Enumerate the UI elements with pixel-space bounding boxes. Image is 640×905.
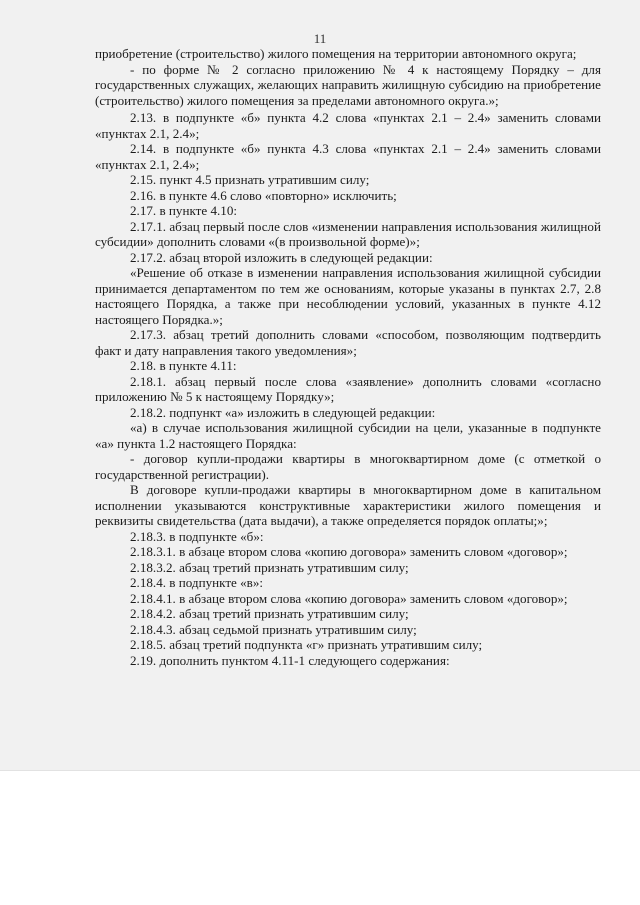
paragraph: 2.18.5. абзац третий подпункта «г» признать утратившим силу; — [130, 637, 483, 652]
paragraph: 2.17. в пункте 4.10: — [130, 203, 238, 218]
paragraph: В договоре купли-продажи квартиры в многоквартирном доме в капитальном исполнении указываются конструктивные характеристики жилого помещения и реквизиты свидетельства (дата выдачи), а также определяется порядок оплаты;»; — [95, 482, 601, 528]
paragraph: - по форме № 2 согласно приложению № 4 к настоящему Порядку – для государственных служащих, желающих направить жилищную субсидию на приобретение (строительство) жилого помещения за пределами автономного округа.»; — [95, 61, 601, 108]
paragraph: 2.16. в пункте 4.6 слово «повторно» исключить; — [130, 187, 397, 203]
paragraph: 2.13. в подпункте «б» пункта 4.2 слова «пунктах 2.1 – 2.4» заменить словами «пунктах 2.1, 2.4»; — [95, 110, 601, 141]
paragraph: 2.17.2. абзац второй изложить в следующей редакции: — [130, 249, 433, 265]
paragraph: приобретение (строительство) жилого помещения на территории автономного округа; — [95, 46, 577, 61]
page-number: 11 — [313, 31, 327, 46]
paragraph: 2.18.2. подпункт «а» изложить в следующей редакции: — [130, 404, 436, 420]
paragraph: 2.18.4.3. абзац седьмой признать утратившим силу; — [130, 621, 417, 637]
paragraph: 2.18.3.2. абзац третий признать утратившим силу; — [130, 559, 409, 575]
paragraph: 2.18.4.2. абзац третий признать утратившим силу; — [130, 606, 409, 621]
document-body — [95, 46, 601, 668]
paragraph: 2.18.3. в подпункте «б»: — [130, 528, 264, 544]
paragraph: 2.18.3.1. в абзаце втором слова «копию договора» заменить словом «договор»; — [130, 544, 568, 559]
paragraph: 2.17.1. абзац первый после слов «изменении направления использования жилищной субсидии» дополнить словами «(в произвольной форме)»; — [95, 218, 601, 249]
paragraph: 2.15. пункт 4.5 признать утратившим силу; — [130, 172, 370, 187]
paragraph: 2.14. в подпункте «б» пункта 4.3 слова «пунктах 2.1 – 2.4» заменить словами «пунктах 2.1, 2.4»; — [95, 141, 601, 172]
paragraph: «Решение об отказе в изменении направления использования жилищной субсидии принимается департаментом по тем же основаниям, которые указаны в пунктах 2.7, 2.8 настоящего Порядка, а также при несоблюдении условий, указанных в пункте 4.12 настоящего Порядка.»; — [95, 265, 601, 327]
paragraph: - договор купли-продажи квартиры в многоквартирном доме (с отметкой о государственной регистрации). — [95, 451, 601, 482]
paragraph: 2.18. в пункте 4.11: — [130, 358, 237, 373]
paragraph: 2.17.3. абзац третий дополнить словами «способом, позволяющим подтвердить факт и дату направления такого уведомления»; — [95, 327, 601, 358]
paragraph: «а) в случае использования жилищной субсидии на цели, указанные в подпункте «а» пункта 1.2 настоящего Порядка: — [95, 420, 601, 451]
paragraph: 2.18.4. в подпункте «в»: — [130, 575, 264, 590]
paragraph: 2.19. дополнить пунктом 4.11-1 следующего содержания: — [130, 652, 450, 668]
paragraph: 2.18.1. абзац первый после слова «заявление» дополнить словами «согласно приложению № 5 к настоящему Порядку»; — [95, 373, 601, 404]
paragraph: 2.18.4.1. в абзаце втором слова «копию договора» заменить словом «договор»; — [130, 590, 568, 606]
